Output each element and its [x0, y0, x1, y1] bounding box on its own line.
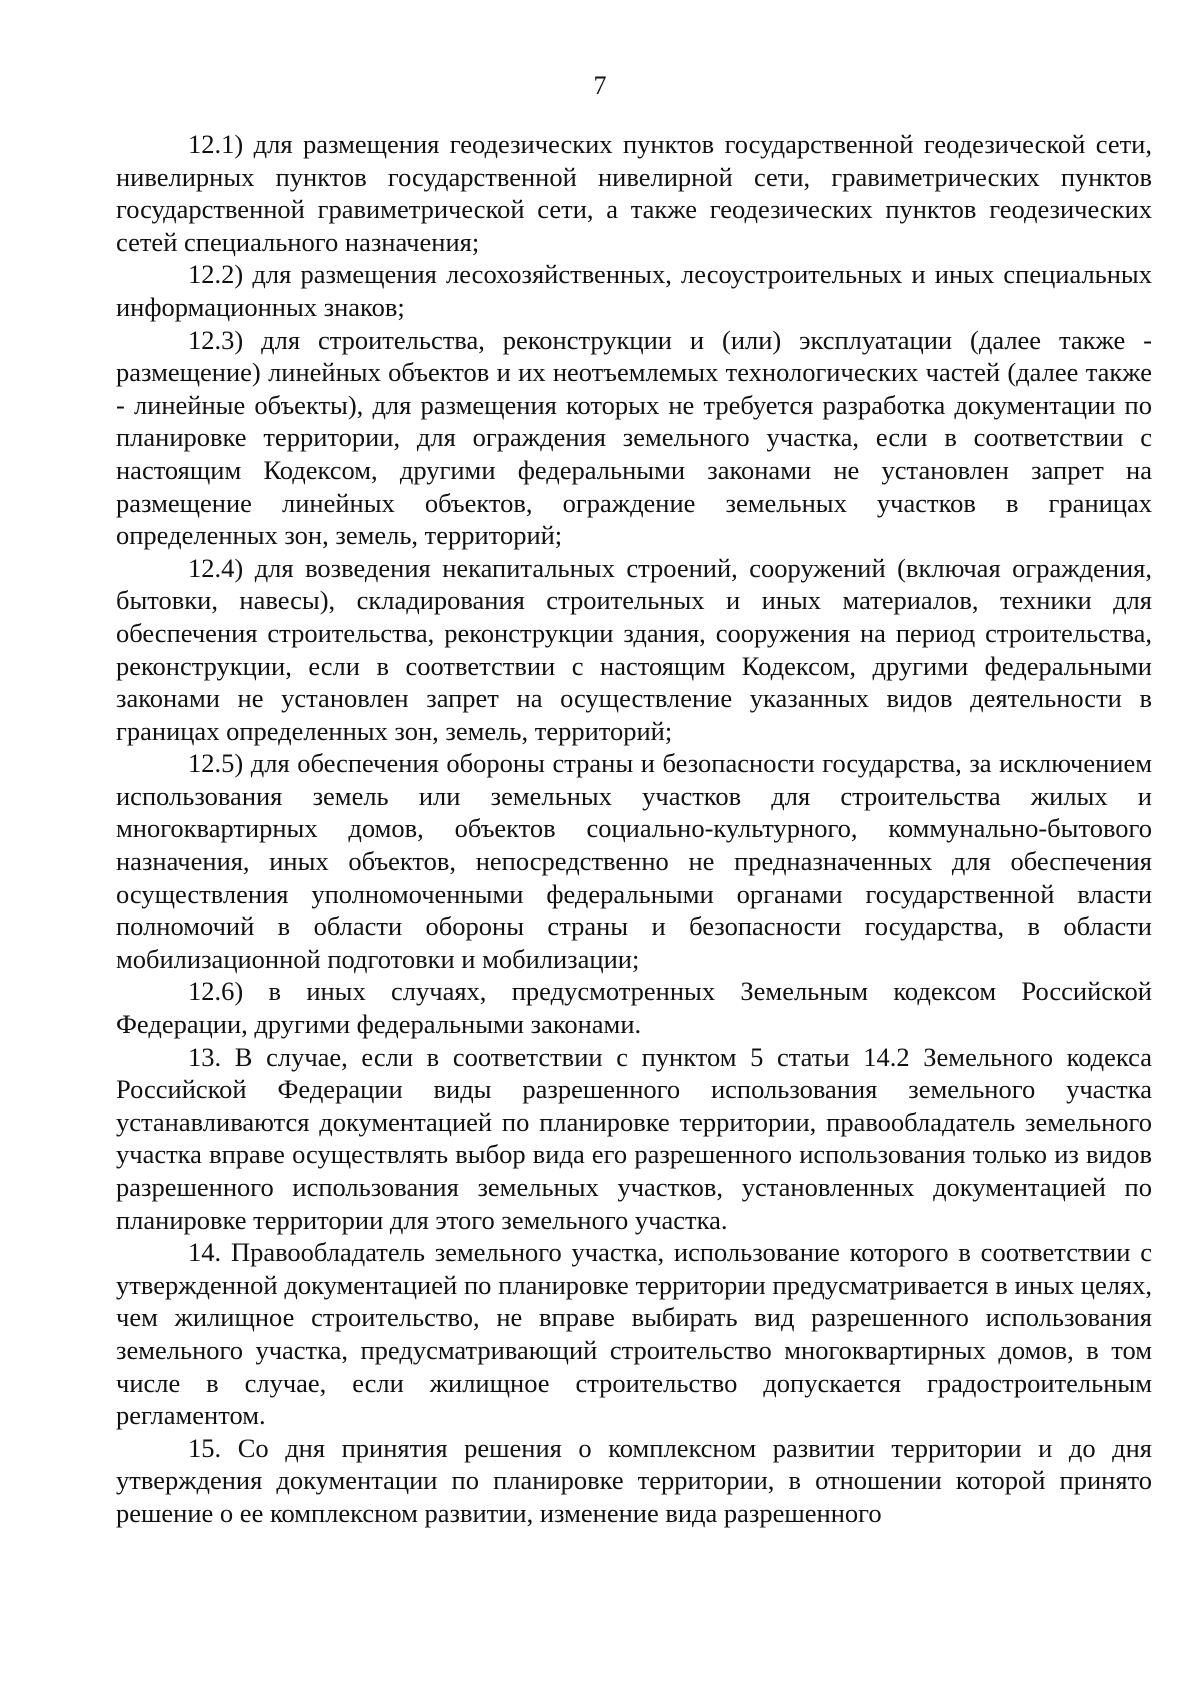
paragraph-12-4: 12.4) для возведения некапитальных строений, сооружений (включая ограждения, бытовки, навесы), складирования строительных и иных материалов, техники для обеспечения строительства, реконструкции здания, сооружения на период строительства, реконструкции, если в соответствии с настоящим Кодексом, другими федеральными законами не установлен запрет на осуществление указанных видов деятельности в границах определенных зон, земель, территорий; [116, 552, 1152, 746]
paragraph-14: 14. Правообладатель земельного участка, использование которого в соответствии с утвержденной документацией по планировке территории предусматривается в иных целях, чем жилищное строительство, не вправе выбирать вид разрешенного использования земельного участка, предусматривающий строительство многоквартирных домов, в том числе в случае, если жилищное строительство допускается градостроительным регламентом. [116, 1237, 1152, 1431]
paragraph-15: 15. Со дня принятия решения о комплексном развитии территории и до дня утверждения документации по планировке территории, в отношении которой принято решение о ее комплексном развитии, изменение вида разрешенного [116, 1432, 1152, 1528]
page-number: 7 [593, 71, 607, 100]
paragraph-12-1: 12.1) для размещения геодезических пунктов государственной геодезической сети, нивелирных пунктов государственной нивелирной сети, гравиметрических пунктов государственной гравиметрической сети, а также геодезических пунктов геодезических сетей специального назначения; [116, 129, 1152, 257]
paragraph-13: 13. В случае, если в соответствии с пунктом 5 статьи 14.2 Земельного кодекса Российской Федерации виды разрешенного использования земельного участка устанавливаются документацией по планировке территории, правообладатель земельного участка вправе осуществлять выбор вида его разрешенного использования только из видов разрешенного использования земельных участков, установленных документацией по планировке территории для этого земельного участка. [116, 1041, 1152, 1235]
paragraph-12-2: 12.2) для размещения лесохозяйственных, лесоустроительных и иных специальных информационных знаков; [116, 259, 1152, 322]
document-body [116, 128, 1152, 1530]
paragraph-12-5: 12.5) для обеспечения обороны страны и безопасности государства, за исключением использования земель или земельных участков для строительства жилых и многоквартирных домов, объектов социально-культурного, коммунально-бытового назначения, иных объектов, непосредственно не предназначенных для обеспечения осуществления уполномоченными федеральными органами государственной власти полномочий в области обороны страны и безопасности государства, в области мобилизационной подготовки и мобилизации; [116, 748, 1152, 974]
paragraph-12-6: 12.6) в иных случаях, предусмотренных Земельным кодексом Российской Федерации, другими федеральными законами. [116, 976, 1152, 1040]
paragraph-12-3: 12.3) для строительства, реконструкции и (или) эксплуатации (далее также - размещение) линейных объектов и их неотъемлемых технологических частей (далее также - линейные объекты), для размещения которых не требуется разработка документации по планировке территории, для ограждения земельного участка, если в соответствии с настоящим Кодексом, другими федеральными законами не установлен запрет на размещение линейных объектов, ограждение земельных участков в границах определенных зон, земель, территорий; [116, 324, 1152, 551]
